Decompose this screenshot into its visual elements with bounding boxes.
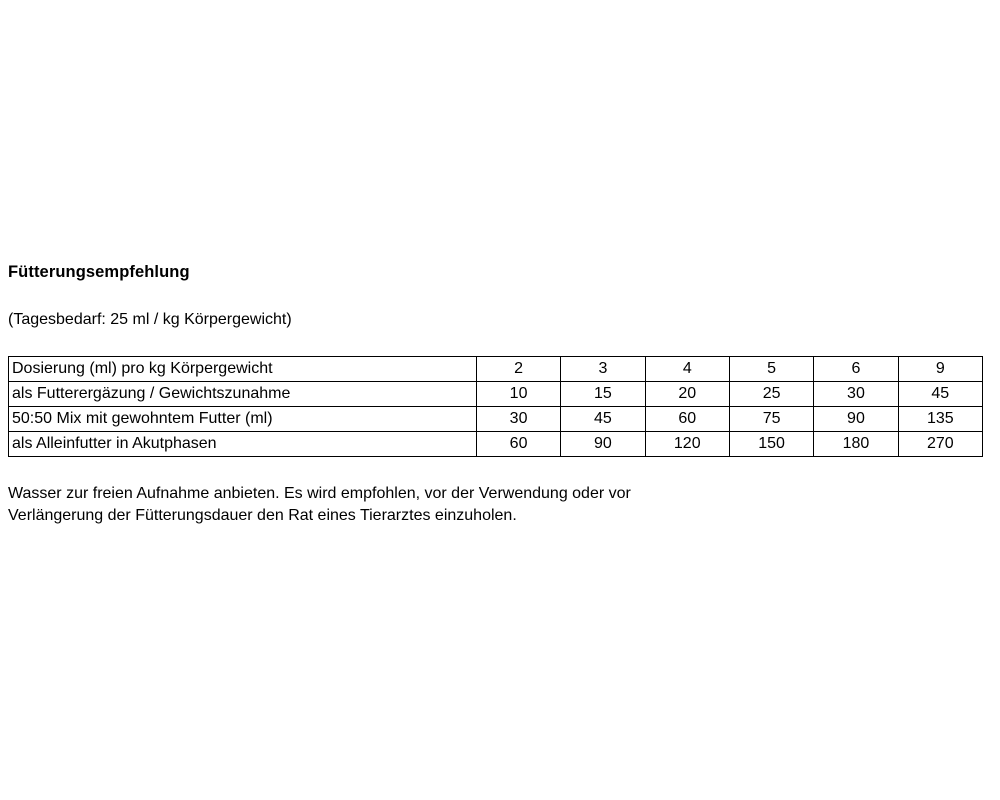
table-cell: 60 <box>645 407 729 432</box>
table-cell: 270 <box>898 432 982 457</box>
table-cell: 5 <box>729 357 813 382</box>
footnote-line-2: Verlängerung der Fütterungsdauer den Rat eines Tierarztes einzuholen. <box>8 507 517 524</box>
table-cell: 10 <box>476 382 560 407</box>
table-cell: 30 <box>814 382 898 407</box>
table-cell: 4 <box>645 357 729 382</box>
table-row <box>9 432 983 457</box>
table-cell: 75 <box>729 407 813 432</box>
table-cell: 180 <box>814 432 898 457</box>
table-row <box>9 357 983 382</box>
table-cell: 15 <box>561 382 645 407</box>
table-cell: 25 <box>729 382 813 407</box>
table-cell: 3 <box>561 357 645 382</box>
table-cell: 20 <box>645 382 729 407</box>
table-cell: 2 <box>476 357 560 382</box>
page-title: Fütterungsempfehlung <box>8 263 190 281</box>
dosage-table <box>8 356 983 457</box>
row-label: 50:50 Mix mit gewohntem Futter (ml) <box>9 407 477 432</box>
table-cell: 45 <box>561 407 645 432</box>
table-cell: 6 <box>814 357 898 382</box>
table-cell: 150 <box>729 432 813 457</box>
table-cell: 30 <box>476 407 560 432</box>
table-cell: 135 <box>898 407 982 432</box>
table-cell: 120 <box>645 432 729 457</box>
table-row <box>9 407 983 432</box>
row-label: als Alleinfutter in Akutphasen <box>9 432 477 457</box>
table-cell: 60 <box>476 432 560 457</box>
table-cell: 90 <box>561 432 645 457</box>
document-content <box>8 262 983 527</box>
table-cell: 45 <box>898 382 982 407</box>
table-cell: 90 <box>814 407 898 432</box>
table-cell: 9 <box>898 357 982 382</box>
table-row <box>9 382 983 407</box>
row-label: Dosierung (ml) pro kg Körpergewicht <box>9 357 477 382</box>
daily-requirement-subtitle: (Tagesbedarf: 25 ml / kg Körpergewicht) <box>8 311 292 328</box>
footnote <box>8 483 838 527</box>
row-label: als Futterergäzung / Gewichtszunahme <box>9 382 477 407</box>
footnote-line-1: Wasser zur freien Aufnahme anbieten. Es wird empfohlen, vor der Verwendung oder vor <box>8 485 631 502</box>
